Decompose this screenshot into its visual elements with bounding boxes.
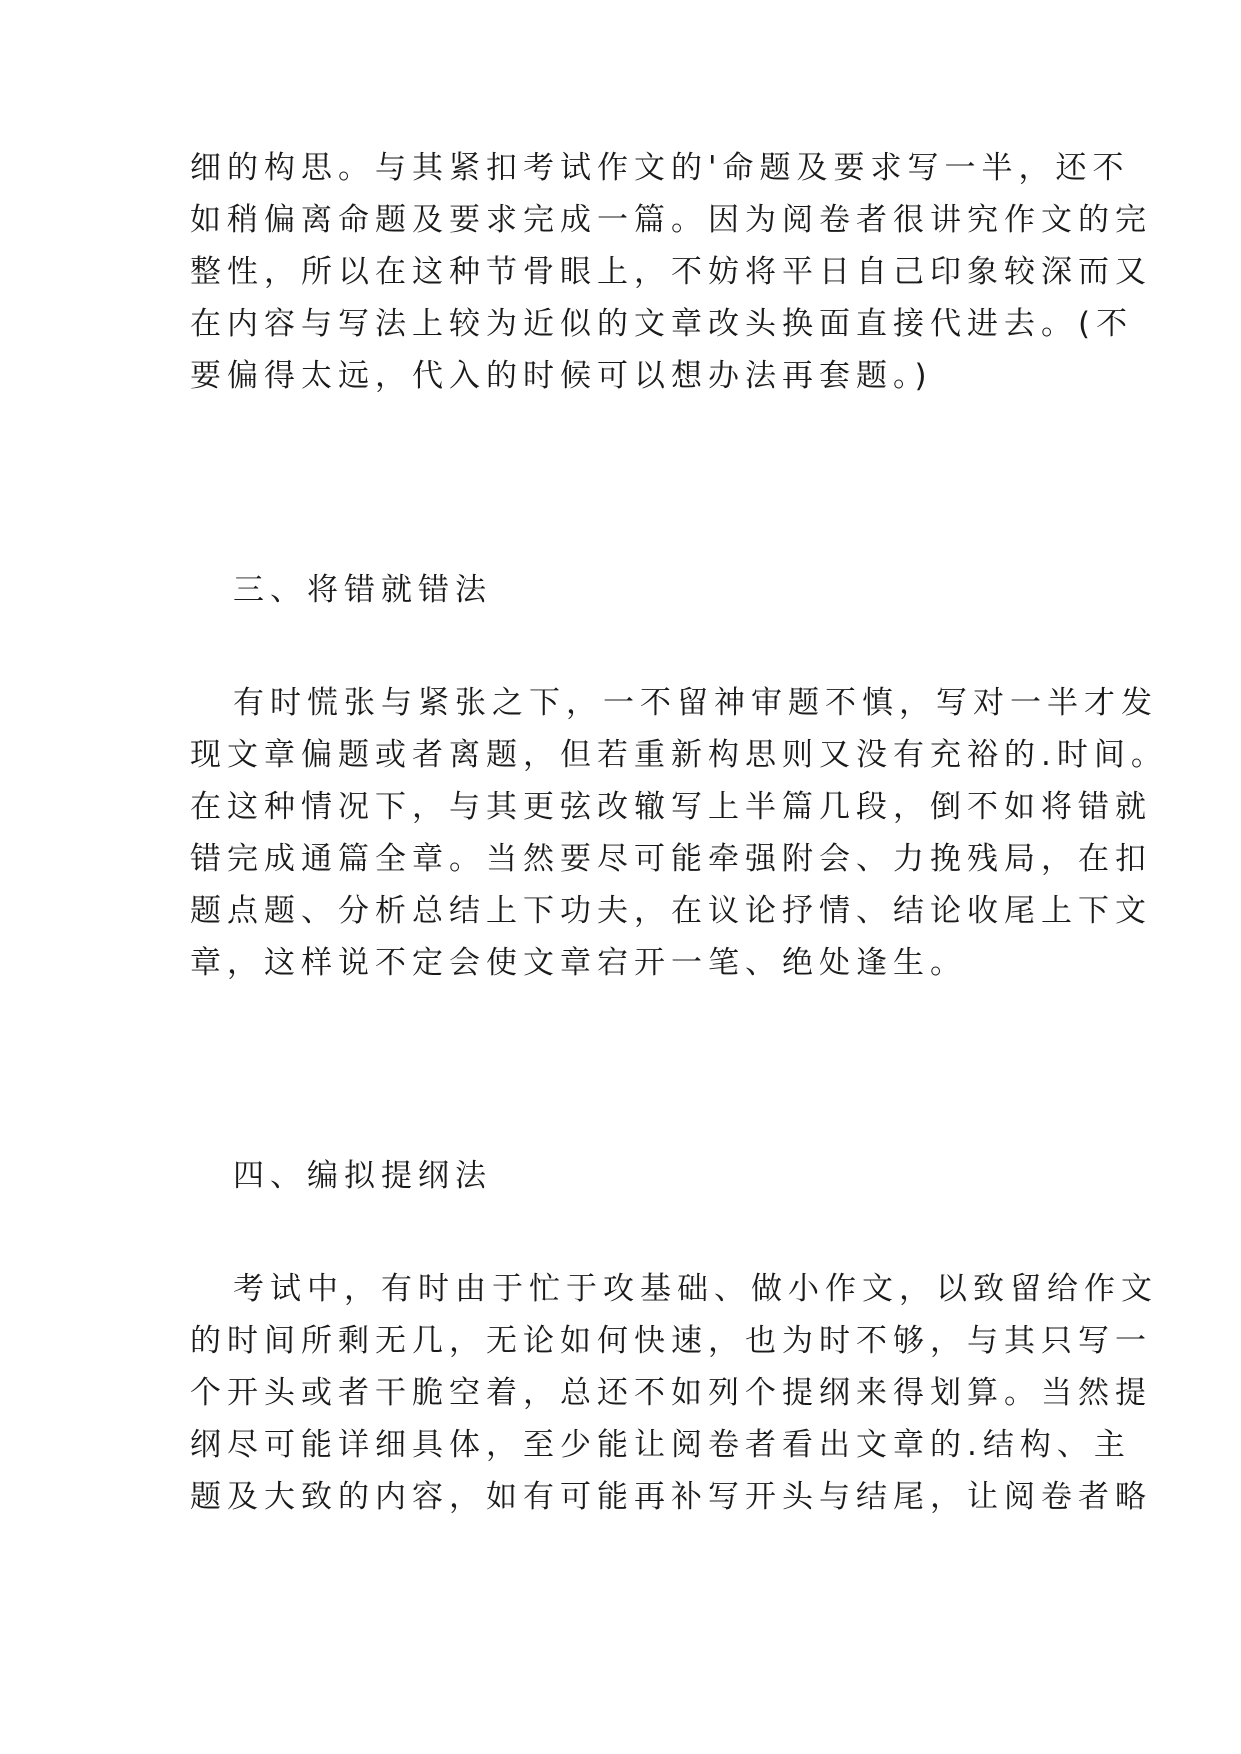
paragraph-line: 的时间所剩无几，无论如何快速，也为时不够，与其只写一 [190,1323,1152,1359]
section-heading: 四、编拟提纲法 [233,1158,492,1194]
paragraph-line: 纲尽可能详细具体，至少能让阅卷者看出文章的.结构、主 [190,1427,1131,1463]
section-heading: 三、将错就错法 [233,572,492,608]
paragraph-line: 要偏得太远，代入的时候可以想办法再套题。) [190,358,933,394]
paragraph-line: 错完成通篇全章。当然要尽可能牵强附会、力挽残局，在扣 [190,841,1152,877]
paragraph-line: 章，这样说不定会使文章宕开一笔、绝处逢生。 [190,945,967,981]
paragraph-line: 如稍偏离命题及要求完成一篇。因为阅卷者很讲究作文的完 [190,202,1152,238]
paragraph-line: 在这种情况下，与其更弦改辙写上半篇几段，倒不如将错就 [190,789,1152,825]
paragraph-line: 整性，所以在这种节骨眼上，不妨将平日自己印象较深而又 [190,254,1152,290]
paragraph-line: 在内容与写法上较为近似的文章改头换面直接代进去。(不 [190,306,1134,342]
paragraph-line: 细的构思。与其紧扣考试作文的'命题及要求写一半，还不 [190,150,1130,186]
paragraph-line: 题及大致的内容，如有可能再补写开头与结尾，让阅卷者略 [190,1479,1152,1515]
paragraph-line: 考试中，有时由于忙于攻基础、做小作文，以致留给作文 [233,1271,1158,1307]
paragraph-line: 现文章偏题或者离题，但若重新构思则又没有充裕的.时间。 [190,737,1168,773]
paragraph-line: 个开头或者干脆空着，总还不如列个提纲来得划算。当然提 [190,1375,1152,1411]
paragraph-line: 题点题、分析总结上下功夫，在议论抒情、结论收尾上下文 [190,893,1152,929]
paragraph-line: 有时慌张与紧张之下，一不留神审题不慎，写对一半才发 [233,685,1158,721]
